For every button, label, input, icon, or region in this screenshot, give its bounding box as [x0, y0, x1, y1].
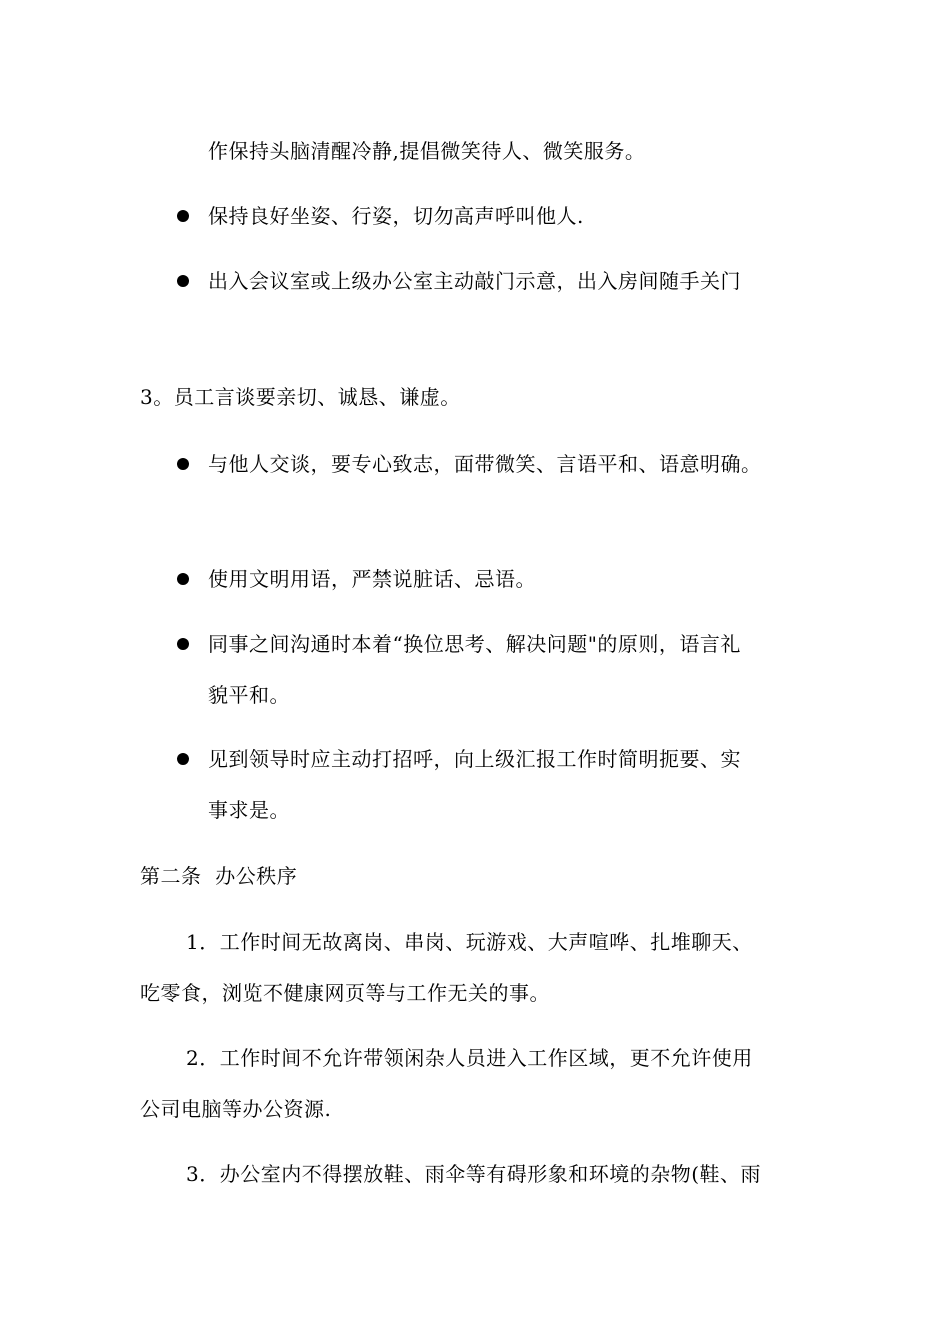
bullet-dot-icon: [177, 638, 189, 650]
item1-line1: 1．工作时间无故离岗、串岗、玩游戏、大声喧哗、扎堆聊天、: [186, 930, 753, 954]
item1-line2: 吃零食，浏览不健康网页等与工作无关的事。: [140, 981, 550, 1005]
bullet-item-leader-line1: 见到领导时应主动打招呼，向上级汇报工作时简明扼要、实: [208, 747, 741, 771]
bullet-dot-icon: [177, 753, 189, 765]
bullet-item-civil-language: 使用文明用语，严禁说脏话、忌语。: [208, 567, 536, 591]
continuation-line: 作保持头脑清醒冷静,提倡微笑待人、微笑服务。: [208, 139, 646, 163]
bullet-dot-icon: [177, 275, 189, 287]
bullet-dot-icon: [177, 210, 189, 222]
item2-line2: 公司电脑等办公资源.: [140, 1097, 332, 1121]
article2-heading: 第二条 办公秩序: [140, 864, 298, 888]
bullet-item-conversation: 与他人交谈，要专心致志，面带微笑、言语平和、语意明确。: [208, 452, 762, 476]
bullet-item-leader-line2: 事求是。: [208, 798, 290, 822]
bullet-dot-icon: [177, 458, 189, 470]
bullet-item-colleague-line1: 同事之间沟通时本着“换位思考、解决问题"的原则，语言礼: [208, 632, 741, 656]
item2-line1: 2．工作时间不允许带领闲杂人员进入工作区域，更不允许使用: [186, 1046, 753, 1070]
bullet-dot-icon: [177, 573, 189, 585]
bullet-item-posture: 保持良好坐姿、行姿，切勿高声呼叫他人.: [208, 204, 584, 228]
bullet-item-colleague-line2: 貌平和。: [208, 683, 290, 707]
item3-line1: 3．办公室内不得摆放鞋、雨伞等有碍形象和环境的杂物(鞋、雨: [186, 1162, 762, 1186]
section3-heading: 3。员工言谈要亲切、诚恳、谦虚。: [140, 385, 461, 409]
bullet-item-knock-door: 出入会议室或上级办公室主动敲门示意，出入房间随手关门: [208, 269, 741, 293]
